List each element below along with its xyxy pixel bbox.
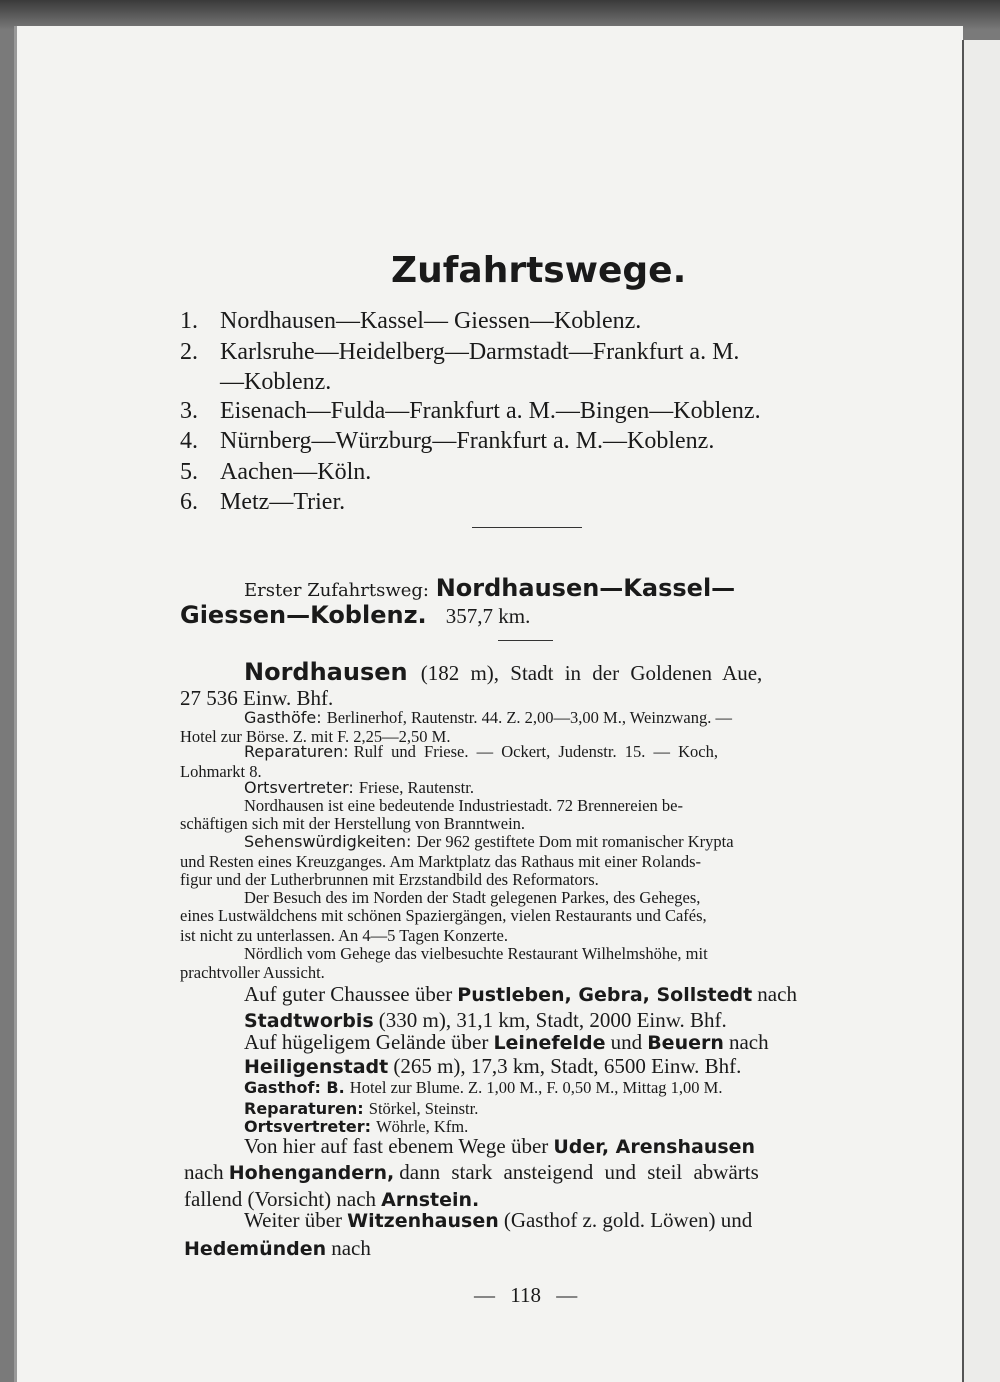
text-line: prachtvoller Aussicht. — [180, 963, 325, 982]
route-description: Hedemünden nach — [184, 1236, 371, 1260]
route-item: 2. Karlsruhe—Heidelberg—Darmstadt—Frankfurt a. M. — [180, 339, 740, 365]
text-line: Nördlich vom Gehege das vielbesuchte Restaurant Wilhelmshöhe, mit — [244, 944, 708, 963]
town-stadtworbis: Stadtworbis (330 m), 31,1 km, Stadt, 2000 Einw. Bhf. — [244, 1008, 727, 1032]
page-title: Zufahrtswege. — [391, 250, 687, 291]
town-heiligenstadt: Heiligenstadt (265 m), 17,3 km, Stadt, 6500 Einw. Bhf. — [244, 1054, 742, 1078]
text-line: und Resten eines Kreuzganges. Am Marktplatz das Rathaus mit einer Rolands- — [180, 852, 701, 871]
repairs-line: Reparaturen: Rulf und Friese. — Ockert, Judenstr. 15. — Koch, — [244, 742, 718, 761]
text-line: Nordhausen ist eine bedeutende Industriestadt. 72 Brennereien be- — [244, 796, 683, 815]
route-item: 3. Eisenach—Fulda—Frankfurt a. M.—Bingen—Koblenz. — [180, 398, 761, 424]
short-rule — [498, 640, 553, 641]
text-line: Der Besuch des im Norden der Stadt gelegenen Parkes, des Geheges, — [244, 888, 701, 907]
route-description: Auf guter Chaussee über Pustleben, Gebra, Sollstedt nach — [244, 982, 797, 1006]
text-line: eines Lustwäldchens mit schönen Spaziergängen, vielen Restaurants und Cafés, — [180, 906, 707, 925]
town-nordhausen: Nordhausen (182 m), Stadt in der Goldenen Aue, — [244, 658, 763, 686]
hotels-line: Gasthöfe: Berlinerhof, Rautenstr. 44. Z. 2,00—3,00 M., Weinzwang. — — [244, 708, 733, 727]
facing-page-edge — [962, 40, 1000, 1382]
route-item: 1. Nordhausen—Kassel— Giessen—Koblenz. — [180, 308, 642, 334]
text-line: Lohmarkt 8. — [180, 762, 262, 781]
repairs-line: Reparaturen: Störkel, Steinstr. — [244, 1099, 479, 1118]
route-description: fallend (Vorsicht) nach Arnstein. — [184, 1187, 480, 1211]
route-description: nach Hohengandern, dann stark ansteigend und steil abwärts — [184, 1160, 759, 1184]
text-line: schäftigen sich mit der Herstellung von Branntwein. — [180, 814, 526, 833]
representative-line: Ortsvertreter: Friese, Rautenstr. — [244, 778, 474, 797]
divider-rule — [472, 527, 582, 528]
route-item: 5. Aachen—Köln. — [180, 459, 372, 485]
section-heading-continued: Giessen—Koblenz. 357,7 km. — [180, 601, 531, 629]
route-item: 6. Metz—Trier. — [180, 489, 346, 515]
route-item: 4. Nürnberg—Würzburg—Frankfurt a. M.—Koblenz. — [180, 428, 715, 454]
route-description: Auf hügeligem Gelände über Leinefelde und Beuern nach — [244, 1030, 769, 1054]
route-item-continued: —Koblenz. — [220, 369, 332, 395]
town-info: 27 536 Einw. Bhf. — [180, 686, 334, 710]
text-line: ist nicht zu unterlassen. An 4—5 Tagen Konzerte. — [180, 926, 509, 945]
representative-line: Ortsvertreter: Wöhrle, Kfm. — [244, 1117, 469, 1136]
text-line: figur und der Lutherbrunnen mit Erzstandbild des Reformators. — [180, 870, 599, 889]
text-line: Hotel zur Börse. Z. mit F. 2,25—2,50 M. — [180, 727, 451, 746]
sights-line: Sehenswürdigkeiten: Der 962 gestiftete Dom mit romanischer Krypta — [244, 832, 734, 851]
hotel-line: Gasthof: B. Hotel zur Blume. Z. 1,00 M., F. 0,50 M., Mittag 1,00 M. — [244, 1078, 723, 1097]
page-number: — 118 — — [474, 1283, 578, 1307]
section-heading: Erster Zufahrtsweg: Nordhausen—Kassel— — [244, 574, 736, 602]
route-description: Weiter über Witzenhausen (Gasthof z. gold. Löwen) und — [244, 1208, 753, 1232]
route-description: Von hier auf fast ebenem Wege über Uder, Arenshausen — [244, 1134, 756, 1158]
